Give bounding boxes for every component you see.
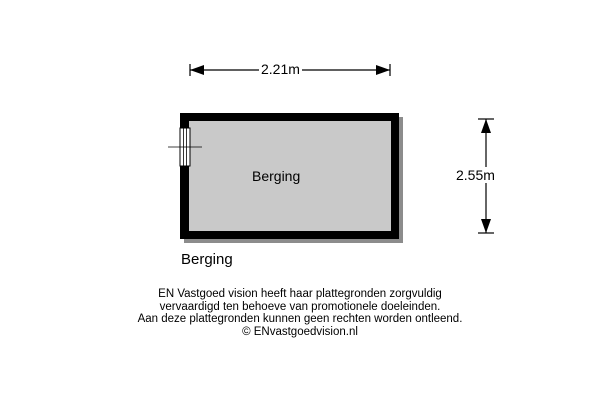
- room-name-label: Berging: [252, 168, 301, 184]
- width-arrow-right: [376, 65, 390, 75]
- width-arrow-left: [190, 65, 204, 75]
- disclaimer-line: vervaardigd ten behoeve van promotionele doeleinden.: [159, 300, 441, 313]
- plan-title: Berging: [181, 251, 233, 268]
- width-dimension-label: 2.21m: [261, 61, 300, 77]
- disclaimer-line: EN Vastgoed vision heeft haar plattegronden zorgvuldig: [158, 288, 442, 300]
- disclaimer-line: Aan deze plattegronden kunnen geen rechten worden ontleend.: [137, 313, 463, 326]
- height-dimension-label: 2.55m: [456, 167, 495, 183]
- height-arrow-top: [481, 119, 491, 133]
- copyright-line: © ENvastgoedvision.nl: [242, 326, 358, 339]
- height-arrow-bottom: [481, 219, 491, 233]
- disclaimer-text: [0, 288, 600, 339]
